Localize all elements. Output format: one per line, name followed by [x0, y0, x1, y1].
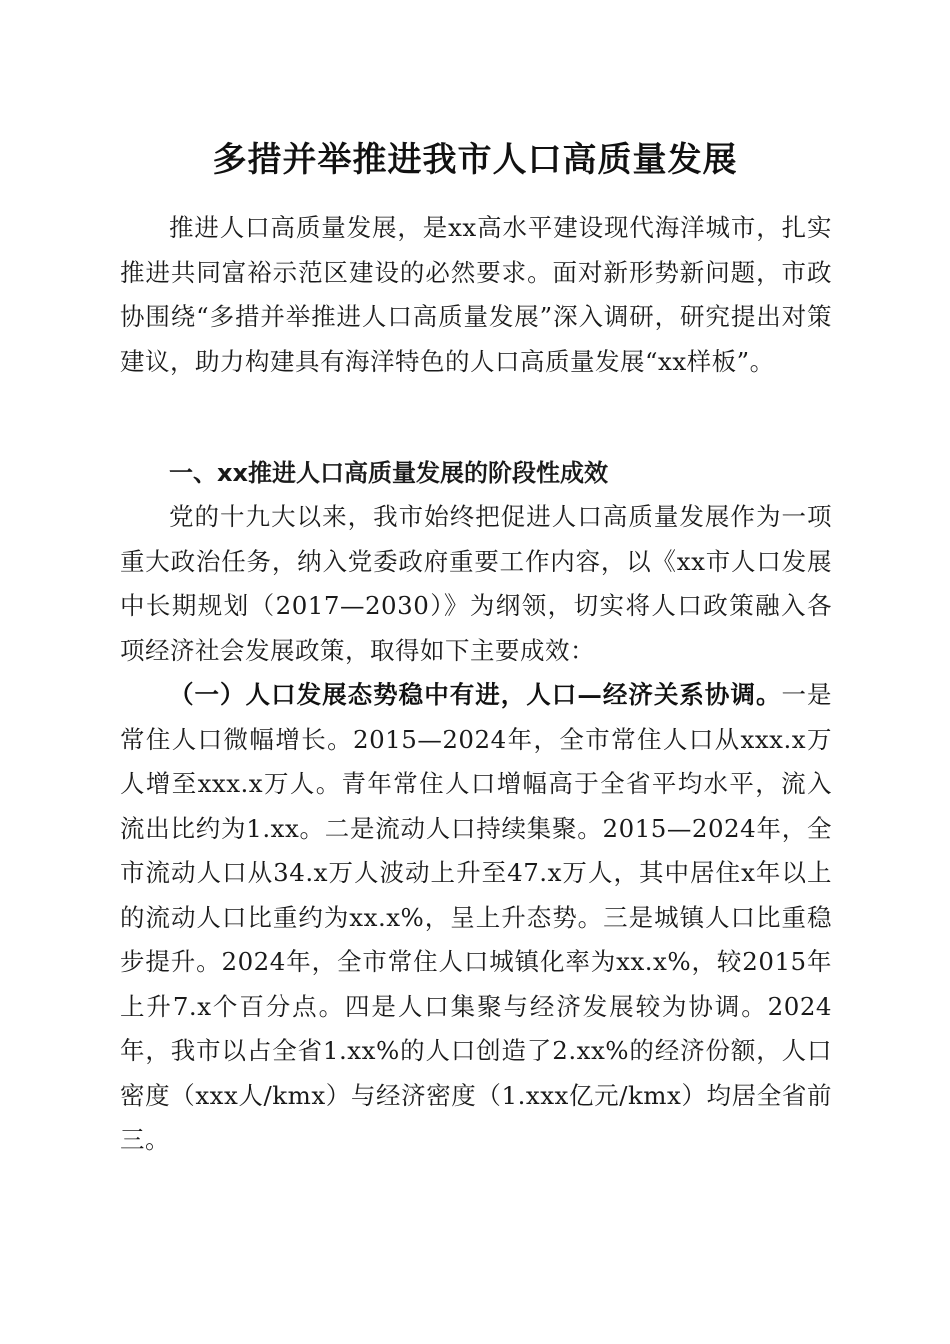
- subsection-1-heading: （一）人口发展态势稳中有进，人口—经济关系协调。: [169, 680, 782, 709]
- subsection-1-paragraph: [120, 673, 832, 1163]
- document-title: 多措并举推进我市人口高质量发展: [212, 140, 738, 180]
- subsection-1-body: 一是常住人口微幅增长。2015—2024年，全市常住人口从xxx.x万人增至xxx.x万人。青年常住人口增幅高于全省平均水平，流入流出比约为1.xx。二是流动人口持续集聚。2015—2024年，全市流动人口从34.x万人波动上升至47.x万人，其中居住x年以上的流动人口比重约为xx.x%，呈上升态势。三是城镇人口比重稳步提升。2024年，全市常住人口城镇化率为xx.x%，较2015年上升7.x个百分点。四是人口集聚与经济发展较为协调。2024年，我市以占全省1.xx%的人口创造了2.xx%的经济份额，人口密度（xxx人/kmx）与经济密度（1.xxx亿元/kmx）均居全省前三。: [120, 680, 833, 1154]
- intro-paragraph: 推进人口高质量发展，是xx高水平建设现代海洋城市，扎实推进共同富裕示范区建设的必然要求。面对新形势新问题，市政协围绕“多措并举推进人口高质量发展”深入调研，研究提出对策建议，助力构建具有海洋特色的人口高质量发展“xx样板”。: [120, 213, 832, 376]
- section-1-heading: 一、xx推进人口高质量发展的阶段性成效: [169, 459, 608, 487]
- section-1-intro-paragraph: 党的十九大以来，我市始终把促进人口高质量发展作为一项重大政治任务，纳入党委政府重要工作内容，以《xx市人口发展中长期规划（2017—2030）》为纲领，切实将人口政策融入各项经济社会发展政策，取得如下主要成效：: [120, 502, 832, 665]
